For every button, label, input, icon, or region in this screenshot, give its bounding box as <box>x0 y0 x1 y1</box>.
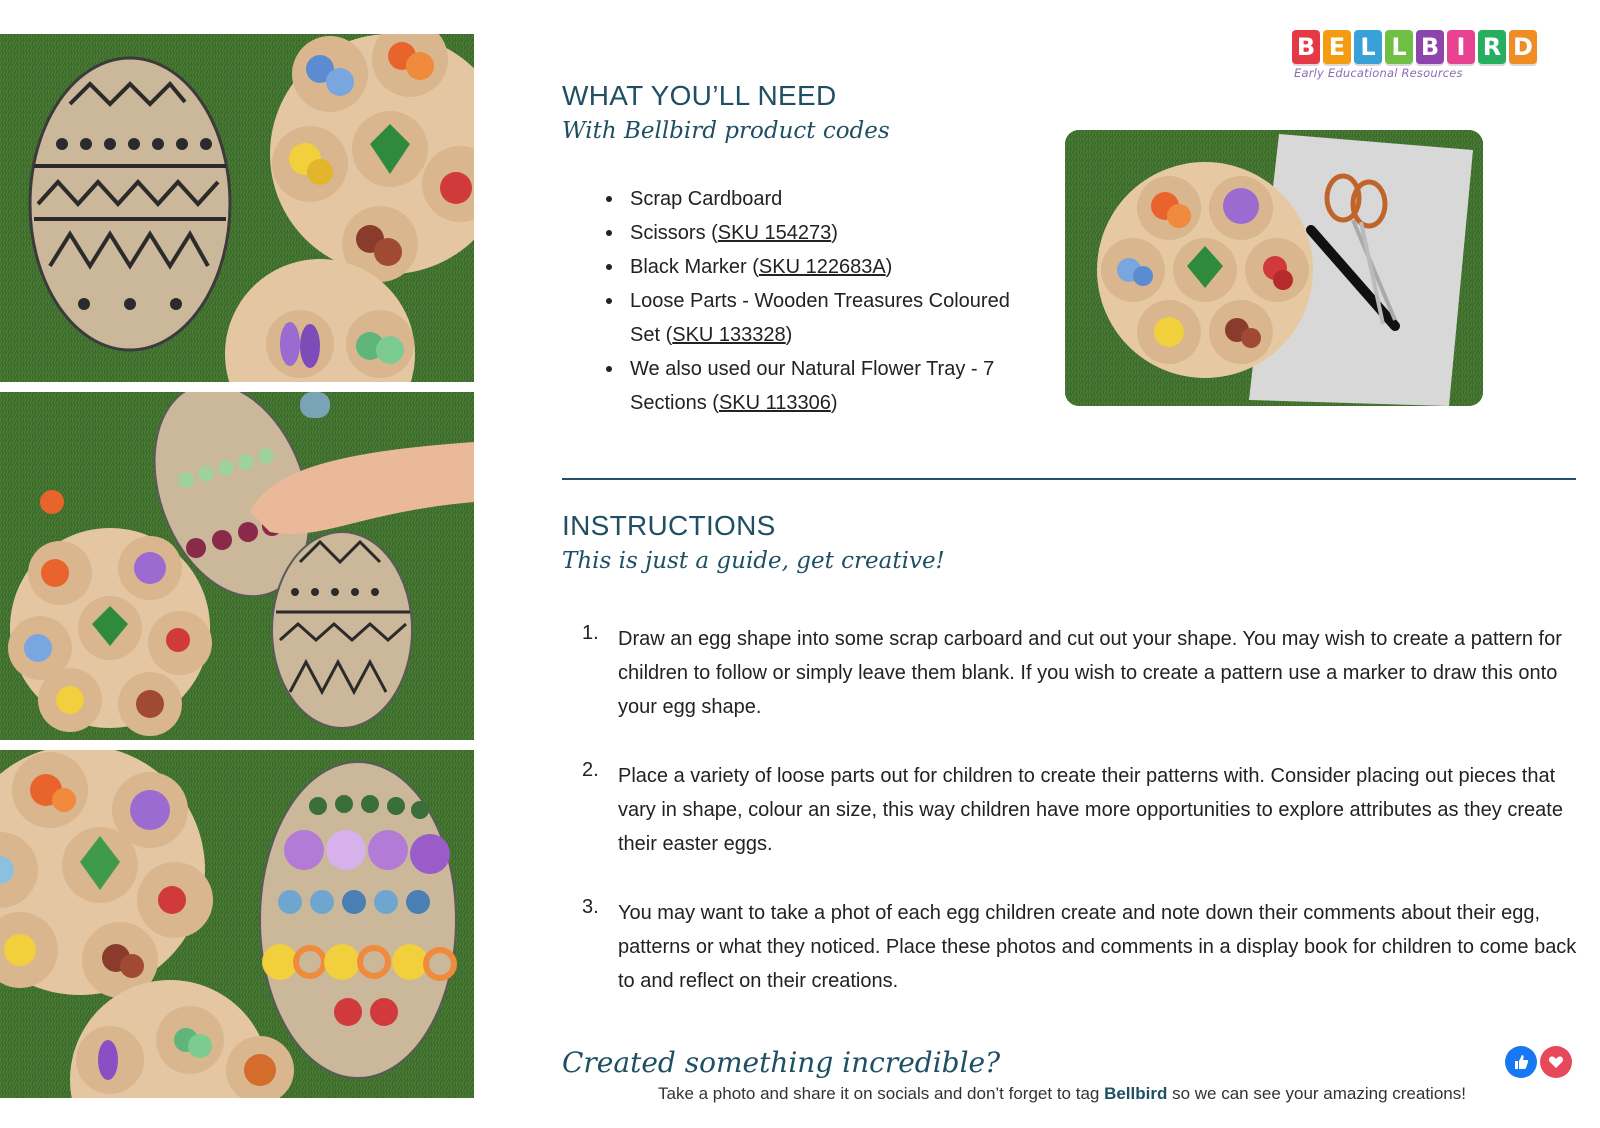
logo-letter-tile: E <box>1323 30 1351 64</box>
step-number: 1. <box>582 622 599 644</box>
needs-subtitle: With Bellbird product codes <box>562 118 890 144</box>
section-divider <box>562 478 1576 480</box>
list-item: Loose Parts - Wooden Treasures Coloured Set (SKU 133328) <box>600 284 1040 352</box>
footer-text: Take a photo and share it on socials and don’t forget to tag Bellbird so we can see your amazing creations! <box>658 1084 1466 1103</box>
bellbird-logo <box>1292 30 1584 92</box>
list-item: Black Marker (SKU 122683A) <box>600 250 1040 284</box>
list-item: Scissors (SKU 154273) <box>600 216 1040 250</box>
instructions-subtitle: This is just a guide, get creative! <box>562 548 945 574</box>
logo-tagline: Early Educational Resources <box>1294 66 1463 80</box>
sku-link[interactable]: SKU 122683A <box>758 256 886 278</box>
step-number: 2. <box>582 759 599 781</box>
list-item: Scrap Cardboard <box>600 182 1040 216</box>
egg-pattern-photo-2 <box>0 392 474 740</box>
sku-link[interactable]: SKU 154273 <box>717 222 832 244</box>
step-text: You may want to take a phot of each egg children create and note down their comments about their egg, patterns or what they noticed. Place these photos and comments in a display book for children to come back to and reflect on their creations. <box>618 902 1577 992</box>
step-number: 3. <box>582 896 599 918</box>
sku-link[interactable]: SKU 133328 <box>672 324 786 346</box>
logo-letter-tile: L <box>1385 30 1413 64</box>
logo-letter-tile: L <box>1354 30 1382 64</box>
facebook-like-icon[interactable] <box>1505 1046 1537 1078</box>
egg-pattern-photo-1 <box>0 34 474 382</box>
footer-title: Created something incredible? <box>562 1046 1001 1079</box>
sku-link[interactable]: SKU 113306 <box>718 392 831 414</box>
logo-letter-tile: B <box>1416 30 1444 64</box>
instructions-title: INSTRUCTIONS <box>562 510 776 541</box>
materials-photo <box>1065 130 1483 406</box>
needs-title: WHAT YOU’LL NEED <box>562 80 837 111</box>
step-text: Place a variety of loose parts out for children to create their patterns with. Consider placing out pieces that vary in shape, colour an size, this way children have more opportunities to explore attributes as they create their easter eggs. <box>618 765 1563 855</box>
heart-icon[interactable] <box>1540 1046 1572 1078</box>
logo-letter-tile: B <box>1292 30 1320 64</box>
logo-letter-tile: I <box>1447 30 1475 64</box>
step-text: Draw an egg shape into some scrap carboard and cut out your shape. You may wish to create a pattern for children to follow or simply leave them blank. If you wish to create a pattern use a marker to draw this onto your egg shape. <box>618 628 1562 718</box>
egg-pattern-photo-3 <box>0 750 474 1098</box>
logo-letter-tile: R <box>1478 30 1506 64</box>
brand-tag: Bellbird <box>1104 1084 1168 1103</box>
logo-letters <box>1292 30 1584 64</box>
needs-list <box>600 182 1040 420</box>
logo-letter-tile: D <box>1509 30 1537 64</box>
list-item: We also used our Natural Flower Tray - 7 Sections (SKU 113306) <box>600 352 1040 420</box>
